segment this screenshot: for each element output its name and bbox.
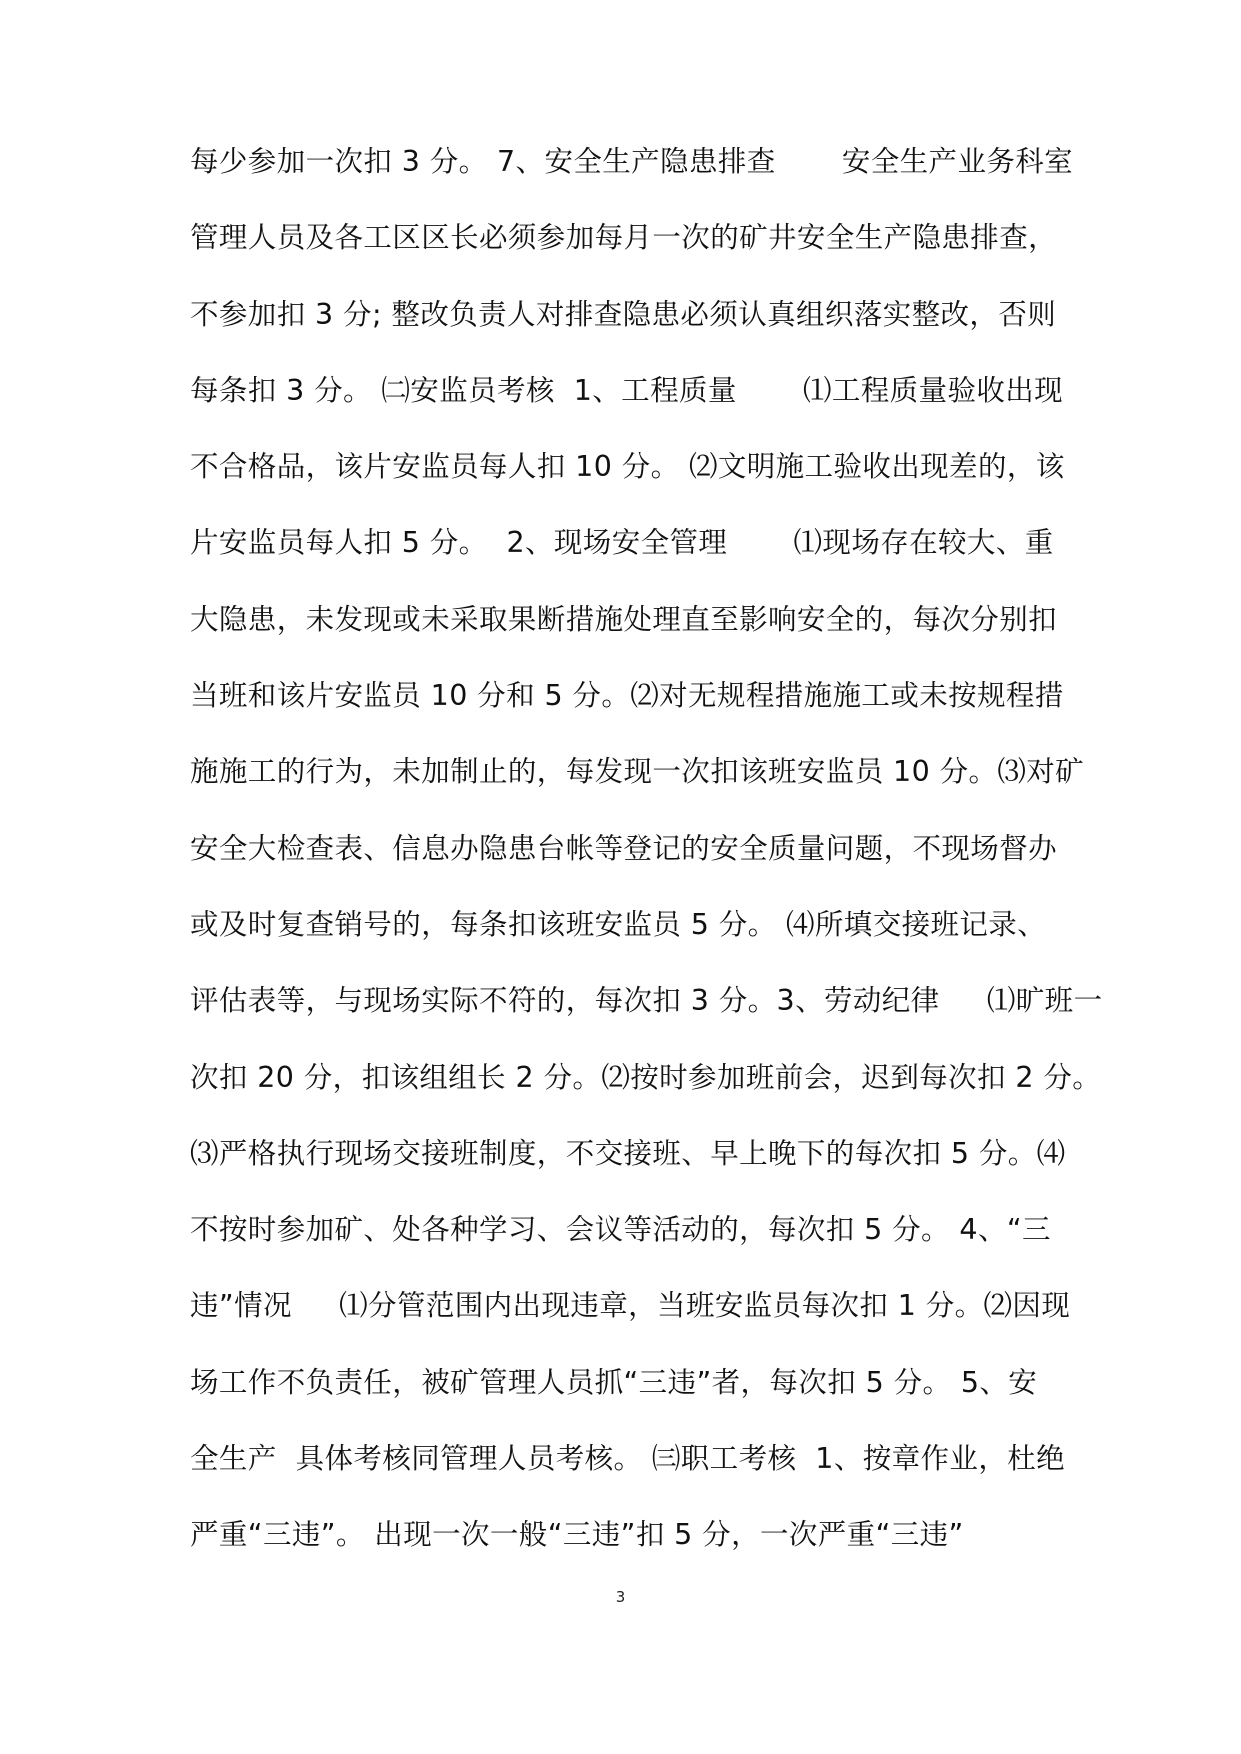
text-line: 不参加扣 3 分; 整改负责人对排查隐患必须认真组织落实整改，否则 — [190, 297, 1057, 331]
text-line: ⑶严格执行现场交接班制度，不交接班、早上晚下的每次扣 5 分。⑷ — [190, 1136, 1066, 1170]
text-line: 不按时参加矿、处各种学习、会议等活动的，每次扣 5 分。 4、“三 — [190, 1213, 1051, 1247]
body-text — [190, 142, 1103, 1592]
text-line: 安全大检查表、信息办隐患台帐等登记的安全质量问题，不现场督办 — [190, 831, 1058, 865]
text-line: 不合格品，该片安监员每人扣 10 分。 ⑵文明施工验收出现差的，该 — [190, 450, 1065, 484]
text-line: 每少参加一次扣 3 分。 7、安全生产隐患排查 安全生产业务科室 — [190, 145, 1074, 178]
text-line: 严重“三违”。 出现一次一般“三违”扣 5 分，一次严重“三违” — [190, 1518, 964, 1552]
text-line: 管理人员及各工区区长必须参加每月一次的矿井安全生产隐患排查， — [190, 221, 1058, 255]
text-line: 大隐患，未发现或未采取果断措施处理直至影响安全的，每次分别扣 — [190, 602, 1058, 636]
text-line: 当班和该片安监员 10 分和 5 分。⑵对无规程措施施工或未按规程措 — [190, 679, 1064, 713]
text-line: 次扣 20 分，扣该组组长 2 分。⑵按时参加班前会，迟到每次扣 2 分。 — [190, 1060, 1102, 1094]
text-line: 施施工的行为，未加制止的，每发现一次扣该班安监员 10 分。⑶对矿 — [190, 755, 1085, 789]
text-line: 或及时复查销号的，每条扣该班安监员 5 分。 ⑷所填交接班记录、 — [190, 907, 1047, 941]
text-line: 片安监员每人扣 5 分。 2、现场安全管理 ⑴现场存在较大、重 — [190, 526, 1054, 560]
text-line: 每条扣 3 分。 ㈡安监员考核 1、工程质量 ⑴工程质量验收出现 — [190, 373, 1064, 407]
page-number: 3 — [615, 1588, 626, 1606]
text-line: 违”情况 ⑴分管范围内出现违章，当班安监员每次扣 1 分。⑵因现 — [190, 1289, 1071, 1323]
text-line: 评估表等，与现场实际不符的，每次扣 3 分。3、劳动纪律 ⑴旷班一 — [190, 984, 1103, 1018]
text-line: 场工作不负责任，被矿管理人员抓“三违”者，每次扣 5 分。 5、安 — [190, 1365, 1038, 1399]
text-line: 全生产 具体考核同管理人员考核。 ㈢职工考核 1、按章作业，杜绝 — [190, 1442, 1066, 1476]
